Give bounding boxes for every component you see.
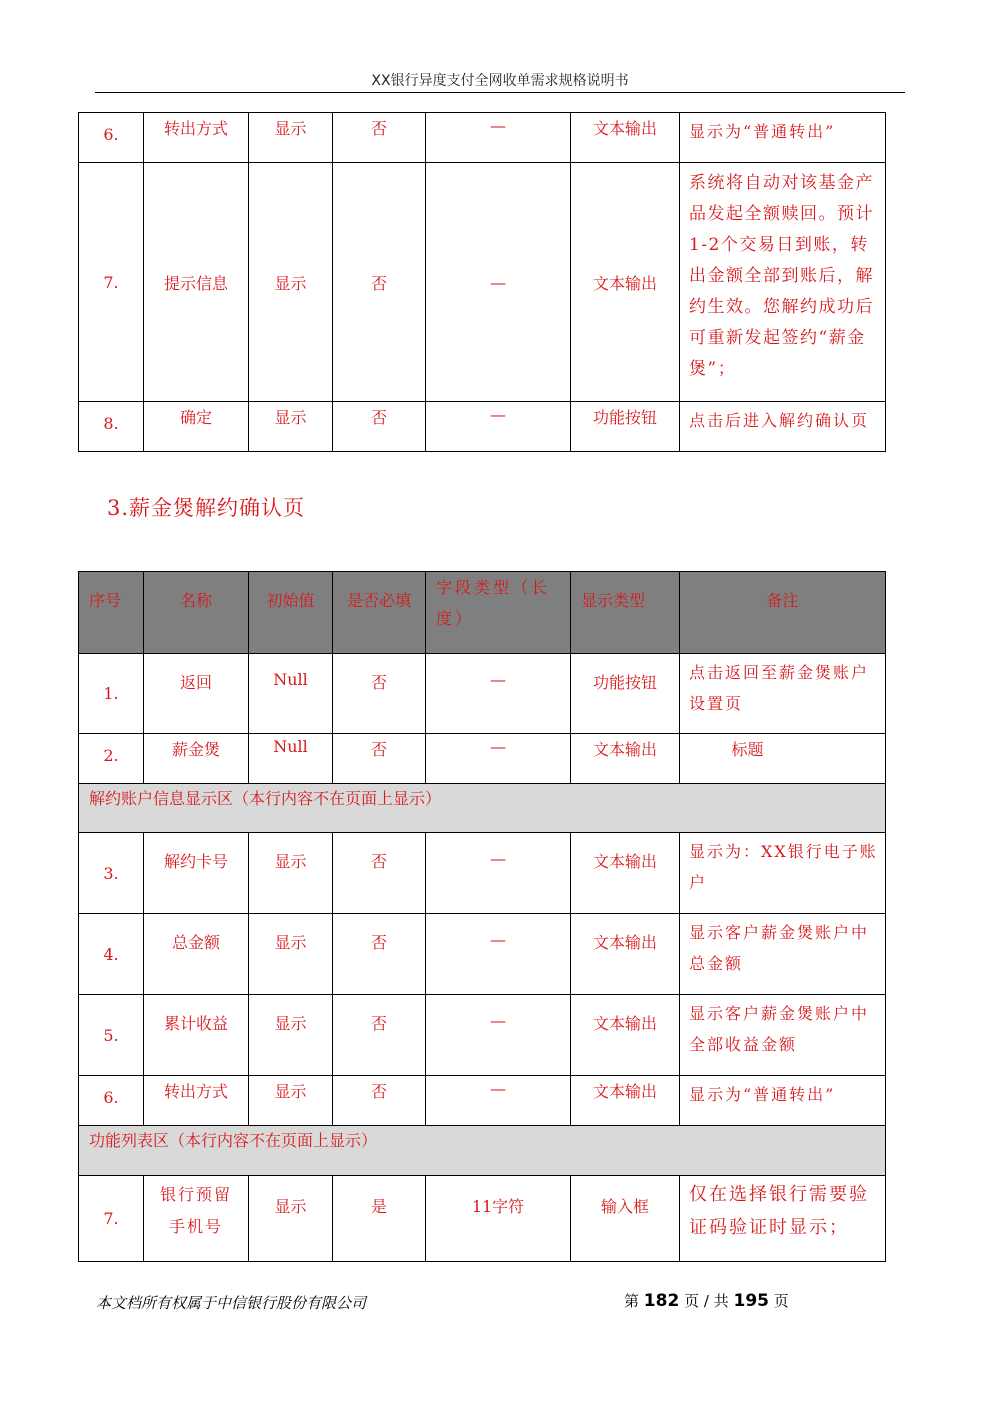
table-row bbox=[79, 914, 886, 995]
row-display-type: 文本输出 bbox=[571, 113, 680, 163]
row-seq: 2. bbox=[79, 734, 144, 784]
total-unit: 页 bbox=[773, 1292, 789, 1310]
row-seq: 8. bbox=[79, 402, 144, 452]
row-required: 是 bbox=[333, 1176, 426, 1262]
row-required: 否 bbox=[333, 163, 426, 402]
row-name: 薪金煲 bbox=[144, 734, 249, 784]
row-display-type: 文本输出 bbox=[571, 833, 680, 914]
row-init: 显示 bbox=[249, 402, 333, 452]
row-required: 否 bbox=[333, 833, 426, 914]
row-name: 提示信息 bbox=[144, 163, 249, 402]
row-display-type: 文本输出 bbox=[571, 163, 680, 402]
row-field-type: — bbox=[426, 995, 571, 1076]
page-prefix: 第 bbox=[624, 1292, 640, 1310]
header-required: 是否必填 bbox=[333, 572, 426, 654]
row-init: 显示 bbox=[249, 1176, 333, 1262]
row-field-type: — bbox=[426, 163, 571, 402]
row-field-type: — bbox=[426, 113, 571, 163]
table-row bbox=[79, 163, 886, 402]
row-seq: 5. bbox=[79, 995, 144, 1076]
row-init: Null bbox=[249, 654, 333, 734]
document-header-title: XX银行异度支付全网收单需求规格说明书 bbox=[371, 73, 629, 89]
row-note: 系统将自动对该基金产品发起全额赎回。预计1-2个交易日到账，转出金额全部到账后，解约生效。您解约成功后可重新发起签约“薪金煲”； bbox=[680, 163, 886, 402]
row-note: 显示客户薪金煲账户中总金额 bbox=[680, 914, 886, 995]
header-display-type: 显示类型 bbox=[571, 572, 680, 654]
table-row bbox=[79, 833, 886, 914]
table-row bbox=[79, 995, 886, 1076]
row-init: Null bbox=[249, 734, 333, 784]
header-note: 备注 bbox=[680, 572, 886, 654]
table-row bbox=[79, 1176, 886, 1262]
row-note: 显示客户薪金煲账户中全部收益金额 bbox=[680, 995, 886, 1076]
row-field-type: 11字符 bbox=[426, 1176, 571, 1262]
row-note: 标题 bbox=[680, 734, 886, 784]
row-field-type: — bbox=[426, 914, 571, 995]
row-note: 显示为：XX银行电子账户 bbox=[680, 833, 886, 914]
total-prefix: 共 bbox=[713, 1292, 729, 1310]
row-seq: 4. bbox=[79, 914, 144, 995]
table-row bbox=[79, 1076, 886, 1126]
header-field-type: 字段类型（长度） bbox=[426, 572, 571, 654]
current-page: 182 bbox=[643, 1291, 680, 1311]
row-name: 转出方式 bbox=[144, 1076, 249, 1126]
row-field-type: — bbox=[426, 833, 571, 914]
row-field-type: — bbox=[426, 654, 571, 734]
header-name: 名称 bbox=[144, 572, 249, 654]
table-header-row bbox=[79, 572, 886, 654]
header-divider bbox=[95, 92, 905, 93]
row-required: 否 bbox=[333, 1076, 426, 1126]
row-seq: 7. bbox=[79, 1176, 144, 1262]
table-row bbox=[79, 734, 886, 784]
row-display-type: 文本输出 bbox=[571, 734, 680, 784]
row-required: 否 bbox=[333, 914, 426, 995]
table-row bbox=[79, 402, 886, 452]
table-row bbox=[79, 654, 886, 734]
row-name: 返回 bbox=[144, 654, 249, 734]
row-display-type: 功能按钮 bbox=[571, 402, 680, 452]
section-row-label: 解约账户信息显示区（本行内容不在页面上显示） bbox=[79, 784, 886, 833]
section-title: 3.薪金煲解约确认页 bbox=[107, 496, 306, 520]
row-note: 显示为“普通转出” bbox=[680, 1076, 886, 1126]
row-required: 否 bbox=[333, 113, 426, 163]
row-required: 否 bbox=[333, 654, 426, 734]
row-init: 显示 bbox=[249, 163, 333, 402]
row-seq: 1. bbox=[79, 654, 144, 734]
table-row bbox=[79, 113, 886, 163]
section-row bbox=[79, 784, 886, 833]
row-display-type: 输入框 bbox=[571, 1176, 680, 1262]
spec-table-continued bbox=[78, 112, 886, 452]
header-init: 初始值 bbox=[249, 572, 333, 654]
row-seq: 6. bbox=[79, 113, 144, 163]
row-display-type: 文本输出 bbox=[571, 914, 680, 995]
row-name: 解约卡号 bbox=[144, 833, 249, 914]
row-init: 显示 bbox=[249, 113, 333, 163]
section-row bbox=[79, 1126, 886, 1176]
row-name: 确定 bbox=[144, 402, 249, 452]
row-note: 仅在选择银行需要验证码验证时显示； bbox=[680, 1176, 886, 1262]
row-note: 显示为“普通转出” bbox=[680, 113, 886, 163]
row-field-type: — bbox=[426, 402, 571, 452]
spec-table-unbind-confirm bbox=[78, 571, 886, 1262]
row-init: 显示 bbox=[249, 1076, 333, 1126]
section-row-label: 功能列表区（本行内容不在页面上显示） bbox=[79, 1126, 886, 1176]
row-required: 否 bbox=[333, 734, 426, 784]
row-note: 点击后进入解约确认页 bbox=[680, 402, 886, 452]
row-seq: 3. bbox=[79, 833, 144, 914]
row-field-type: — bbox=[426, 734, 571, 784]
row-required: 否 bbox=[333, 995, 426, 1076]
row-init: 显示 bbox=[249, 833, 333, 914]
row-display-type: 功能按钮 bbox=[571, 654, 680, 734]
row-init: 显示 bbox=[249, 914, 333, 995]
row-name: 累计收益 bbox=[144, 995, 249, 1076]
footer-copyright: 本文档所有权属于中信银行股份有限公司 bbox=[96, 1294, 367, 1312]
row-init: 显示 bbox=[249, 995, 333, 1076]
page-unit: 页 / bbox=[684, 1292, 709, 1310]
row-name: 转出方式 bbox=[144, 113, 249, 163]
row-display-type: 文本输出 bbox=[571, 1076, 680, 1126]
total-pages: 195 bbox=[733, 1291, 769, 1311]
row-note: 点击返回至薪金煲账户设置页 bbox=[680, 654, 886, 734]
row-name: 总金额 bbox=[144, 914, 249, 995]
row-display-type: 文本输出 bbox=[571, 995, 680, 1076]
row-name: 银行预留手机号 bbox=[144, 1176, 249, 1262]
row-seq: 6. bbox=[79, 1076, 144, 1126]
row-field-type: — bbox=[426, 1076, 571, 1126]
footer-page-number bbox=[624, 1290, 789, 1311]
row-seq: 7. bbox=[79, 163, 144, 402]
header-seq: 序号 bbox=[79, 572, 144, 654]
row-required: 否 bbox=[333, 402, 426, 452]
